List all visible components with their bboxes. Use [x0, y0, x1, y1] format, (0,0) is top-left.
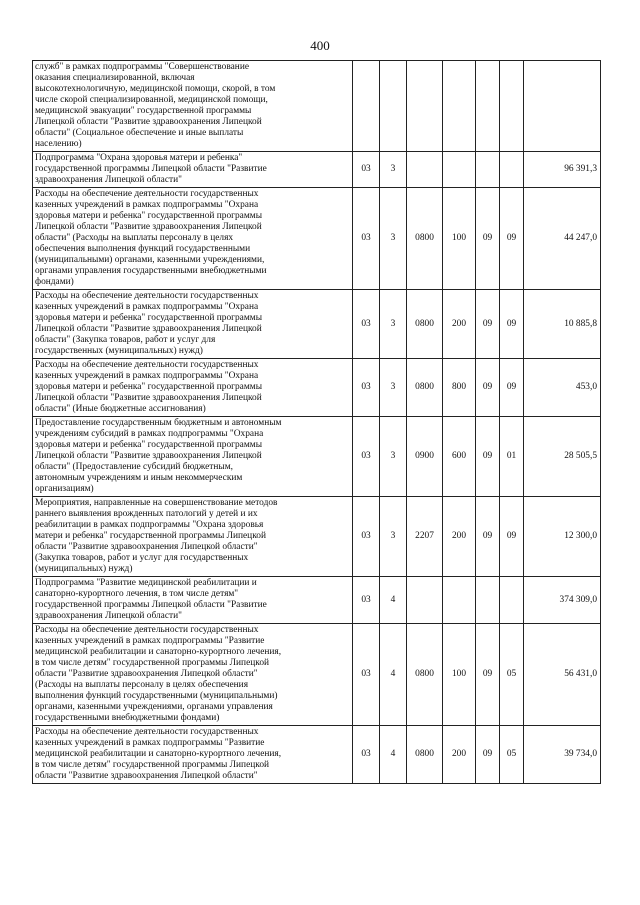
cell-code-6: 05 [500, 726, 524, 784]
cell-code-6: 09 [500, 497, 524, 577]
cell-code-3 [407, 61, 443, 152]
cell-code-5 [476, 61, 500, 152]
table-row [33, 417, 601, 497]
cell-amount: 10 885,8 [524, 290, 601, 359]
row-description: Расходы на обеспечение деятельности государственных казенных учреждений в рамках подпрограммы "Развитие медицинской реабилитации и санаторно-курортного лечения, в том числе детям" государственной программы Липецкой области "Развитие здравоохранения Липецкой области" (Расходы на выплаты персоналу в целях обеспечения выполнения функций государственными (муниципальными) органами, казенными учреждениями, органами управления государственными внебюджетными фондами) [33, 624, 353, 726]
budget-table [32, 60, 601, 784]
cell-code-3: 0800 [407, 359, 443, 417]
row-description: Расходы на обеспечение деятельности государственных казенных учреждений в рамках подпрограммы "Охрана здоровья матери и ребенка" государственной программы Липецкой области "Развитие здравоохранения Липецкой области" (Расходы на выплаты персоналу в целях обеспечения выполнения функций государственными (муниципальными) органами, казенными учреждениями, органами управления государственными внебюджетными фондами) [33, 188, 353, 290]
table-row [33, 290, 601, 359]
cell-code-5: 09 [476, 359, 500, 417]
cell-code-5 [476, 152, 500, 188]
cell-code-1 [353, 61, 380, 152]
table-row [33, 188, 601, 290]
cell-code-4: 200 [443, 290, 476, 359]
cell-code-4 [443, 152, 476, 188]
row-description: Мероприятия, направленные на совершенствование методов раннего выявления врожденных патологий у детей и их реабилитации в рамках подпрограммы "Охрана здоровья матери и ребенка" государственной программы Липецкой области "Развитие здравоохранения Липецкой области" (Закупка товаров, работ и услуг для государственных (муниципальных) нужд) [33, 497, 353, 577]
cell-code-2: 4 [380, 624, 407, 726]
cell-amount [524, 61, 601, 152]
cell-code-6: 01 [500, 417, 524, 497]
cell-code-1: 03 [353, 417, 380, 497]
cell-code-4: 800 [443, 359, 476, 417]
cell-code-1: 03 [353, 152, 380, 188]
cell-code-4 [443, 577, 476, 624]
cell-code-3: 0800 [407, 624, 443, 726]
table-row [33, 577, 601, 624]
cell-code-5: 09 [476, 497, 500, 577]
cell-code-4: 200 [443, 726, 476, 784]
table-row [33, 624, 601, 726]
cell-code-5: 09 [476, 726, 500, 784]
cell-code-1: 03 [353, 290, 380, 359]
row-description: служб" в рамках подпрограммы "Совершенствование оказания специализированной, включая высокотехнологичную, медицинской помощи, скорой, в том числе скорой специализированной, медицинской помощи, медицинской эвакуации" государственной программы Липецкой области "Развитие здравоохранения Липецкой области" (Социальное обеспечение и иные выплаты населению) [33, 61, 353, 152]
row-description: Расходы на обеспечение деятельности государственных казенных учреждений в рамках подпрограммы "Развитие медицинской реабилитации и санаторно-курортного лечения, в том числе детям" государственной программы Липецкой области "Развитие здравоохранения Липецкой области" [33, 726, 353, 784]
cell-code-2: 3 [380, 497, 407, 577]
row-description: Расходы на обеспечение деятельности государственных казенных учреждений в рамках подпрограммы "Охрана здоровья матери и ребенка" государственной программы Липецкой области "Развитие здравоохранения Липецкой области" (Закупка товаров, работ и услуг для государственных (муниципальных) нужд) [33, 290, 353, 359]
cell-code-2: 3 [380, 417, 407, 497]
cell-code-6: 09 [500, 188, 524, 290]
cell-amount: 453,0 [524, 359, 601, 417]
cell-code-6 [500, 152, 524, 188]
row-description: Подпрограмма "Развитие медицинской реабилитации и санаторно-курортного лечения, в том числе детям" государственной программы Липецкой области "Развитие здравоохранения Липецкой области" [33, 577, 353, 624]
cell-code-6 [500, 61, 524, 152]
cell-code-5 [476, 577, 500, 624]
cell-code-5: 09 [476, 188, 500, 290]
cell-code-6: 09 [500, 359, 524, 417]
cell-code-3: 0900 [407, 417, 443, 497]
cell-amount: 374 309,0 [524, 577, 601, 624]
table-row [33, 152, 601, 188]
cell-code-3: 0800 [407, 726, 443, 784]
cell-code-2: 3 [380, 290, 407, 359]
row-description: Подпрограмма "Охрана здоровья матери и ребенка" государственной программы Липецкой области "Развитие здравоохранения Липецкой области" [33, 152, 353, 188]
cell-code-3: 0800 [407, 290, 443, 359]
table-row [33, 61, 601, 152]
cell-code-4: 600 [443, 417, 476, 497]
cell-code-1: 03 [353, 577, 380, 624]
cell-code-6 [500, 577, 524, 624]
cell-code-5: 09 [476, 624, 500, 726]
cell-code-2: 4 [380, 726, 407, 784]
cell-code-6: 09 [500, 290, 524, 359]
cell-code-2 [380, 61, 407, 152]
cell-code-5: 09 [476, 417, 500, 497]
cell-code-5: 09 [476, 290, 500, 359]
cell-code-6: 05 [500, 624, 524, 726]
cell-code-3: 2207 [407, 497, 443, 577]
table-row [33, 497, 601, 577]
cell-code-1: 03 [353, 624, 380, 726]
cell-code-2: 4 [380, 577, 407, 624]
cell-code-2: 3 [380, 152, 407, 188]
page-number: 400 [310, 38, 330, 53]
cell-code-1: 03 [353, 497, 380, 577]
cell-code-2: 3 [380, 359, 407, 417]
cell-amount: 12 300,0 [524, 497, 601, 577]
cell-amount: 96 391,3 [524, 152, 601, 188]
cell-code-4: 200 [443, 497, 476, 577]
cell-code-2: 3 [380, 188, 407, 290]
cell-code-3 [407, 577, 443, 624]
cell-code-4 [443, 61, 476, 152]
cell-code-4: 100 [443, 188, 476, 290]
cell-amount: 56 431,0 [524, 624, 601, 726]
cell-amount: 44 247,0 [524, 188, 601, 290]
cell-code-1: 03 [353, 359, 380, 417]
cell-amount: 39 734,0 [524, 726, 601, 784]
cell-code-1: 03 [353, 726, 380, 784]
cell-code-4: 100 [443, 624, 476, 726]
row-description: Предоставление государственным бюджетным и автономным учреждениям субсидий в рамках подпрограммы "Охрана здоровья матери и ребенка" государственной программы Липецкой области "Развитие здравоохранения Липецкой области" (Предоставление субсидий бюджетным, автономным учреждениям и иным некоммерческим организациям) [33, 417, 353, 497]
cell-code-3 [407, 152, 443, 188]
cell-amount: 28 505,5 [524, 417, 601, 497]
table-row [33, 359, 601, 417]
cell-code-1: 03 [353, 188, 380, 290]
table-row [33, 726, 601, 784]
cell-code-3: 0800 [407, 188, 443, 290]
row-description: Расходы на обеспечение деятельности государственных казенных учреждений в рамках подпрограммы "Охрана здоровья матери и ребенка" государственной программы Липецкой области "Развитие здравоохранения Липецкой области" (Иные бюджетные ассигнования) [33, 359, 353, 417]
